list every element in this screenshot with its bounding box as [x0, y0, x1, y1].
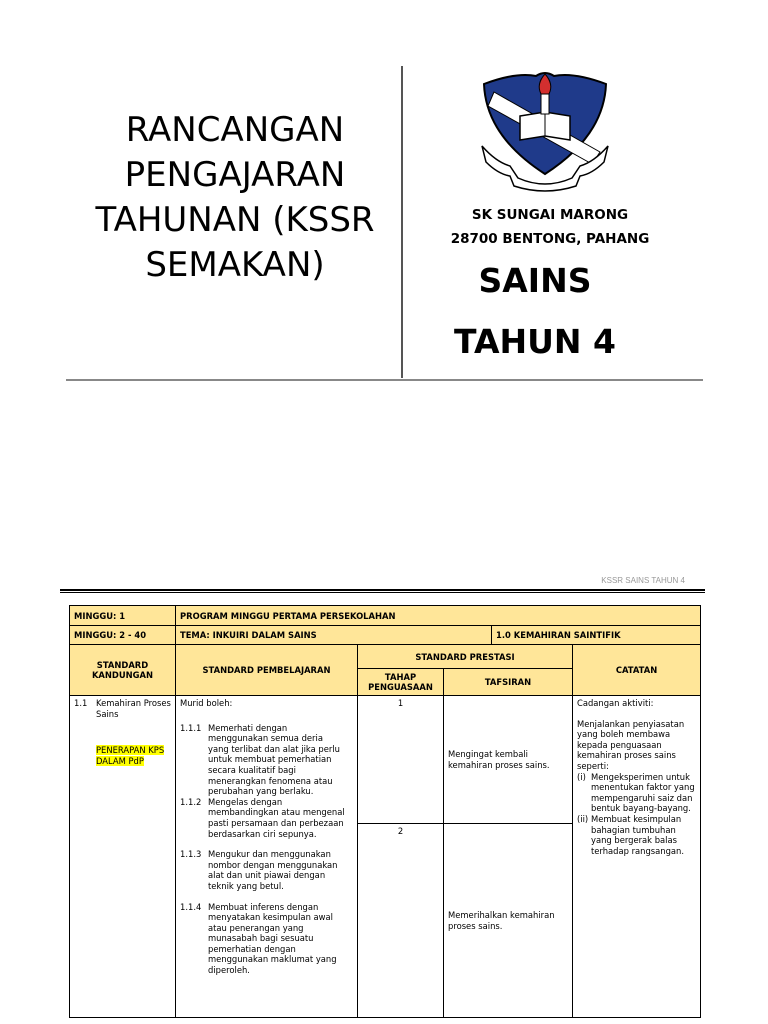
- sp-item-number: 1.1.3: [180, 849, 202, 860]
- col-standard-kandungan: STANDARD KANDUNGAN: [70, 645, 176, 696]
- school-crest-icon: [476, 66, 614, 192]
- catatan-item-number: (ii): [577, 813, 589, 824]
- sp-item-number: 1.1.2: [180, 796, 202, 807]
- cover-title: [70, 108, 400, 288]
- catatan-item: [577, 772, 696, 814]
- catatan-intro: Menjalankan penyiasatan yang boleh membawa kepada penguasaan kemahiran proses sains seperti:: [577, 718, 685, 771]
- col-tafsiran: TAFSIRAN: [444, 669, 573, 696]
- sp-item-number: 1.1.1: [180, 722, 202, 733]
- catatan-item: [577, 814, 696, 856]
- sp-item: [180, 849, 353, 891]
- level-number: 2: [358, 824, 444, 1018]
- col-tahap: TAHAP PENGUASAAN: [358, 669, 444, 696]
- cover-title-line: SEMAKAN): [145, 245, 325, 285]
- col-catatan: CATATAN: [573, 645, 701, 696]
- col-standard-prestasi: STANDARD PRESTASI: [358, 645, 573, 669]
- standard-pembelajaran-cell: [176, 696, 358, 1018]
- sp-intro: Murid boleh:: [180, 698, 233, 708]
- cover-title-line: RANCANGAN: [125, 110, 345, 150]
- header-rule: [60, 592, 705, 593]
- sp-item-text: Memerhati dengan menggunakan semua deria yang terlibat dan alat jika perlu untuk membuat pemerhatian secara kualitatif bagi menerangkan fenomena atau perubahan yang berlaku.: [208, 722, 340, 797]
- level-description: Mengingat kembali kemahiran proses sains.: [444, 696, 573, 824]
- catatan-item-text: Membuat kesimpulan bahagian tumbuhan yang bergerak balas terhadap rangsangan.: [591, 813, 685, 856]
- col-standard-pembelajaran: STANDARD PEMBELAJARAN: [176, 645, 358, 696]
- sk-highlight-note: PENERAPAN KPS DALAM PdP: [96, 745, 165, 766]
- sp-item-number: 1.1.4: [180, 901, 202, 912]
- sp-item: [180, 797, 353, 839]
- catatan-item-number: (i): [577, 771, 586, 782]
- catatan-heading: Cadangan aktiviti:: [577, 698, 654, 708]
- theme-label: TEMA: INKUIRI DALAM SAINS: [176, 626, 492, 645]
- page-header-label: KSSR SAINS TAHUN 4: [601, 576, 685, 585]
- sp-item-text: Mengukur dan menggunakan nombor dengan menggunakan alat dan unit piawai dengan teknik yang betul.: [208, 849, 338, 891]
- sk-title: Kemahiran Proses Sains: [96, 698, 171, 719]
- subject-title: SAINS: [478, 261, 592, 300]
- cover-horizontal-divider: [66, 379, 703, 381]
- school-address: 28700 BENTONG, PAHANG: [450, 231, 650, 247]
- year-title: TAHUN 4: [454, 322, 616, 361]
- cover-vertical-divider: [401, 66, 403, 378]
- sp-item-text: Membuat inferens dengan menyatakan kesimpulan awal atau penerangan yang munasabah bagi sesuatu pemerhatian dengan menggunakan maklumat yang diperoleh.: [208, 901, 337, 976]
- level-description: Memerihalkan kemahiran proses sains.: [444, 824, 573, 1018]
- catatan-cell: [573, 696, 701, 1018]
- week-1-label: MINGGU: 1: [70, 606, 176, 626]
- sk-number: 1.1: [74, 698, 88, 708]
- cover-title-line: PENGAJARAN: [124, 155, 346, 195]
- level-number: 1: [358, 696, 444, 824]
- standard-kandungan-cell: [70, 696, 176, 1018]
- catatan-item-text: Mengeksperimen untuk menentukan faktor yang mempengaruhi saiz dan bentuk bayang-bayang.: [591, 771, 695, 814]
- unit-label: 1.0 KEMAHIRAN SAINTIFIK: [492, 626, 701, 645]
- week-2-label: MINGGU: 2 - 40: [70, 626, 176, 645]
- header-rule: [60, 589, 705, 591]
- week-1-program: PROGRAM MINGGU PERTAMA PERSEKOLAHAN: [176, 606, 701, 626]
- sp-item: [180, 902, 353, 976]
- sp-item-text: Mengelas dengan membandingkan atau mengenal pasti persamaan dan perbezaan berdasarkan ciri sepunya.: [208, 796, 345, 839]
- sp-item: [180, 723, 353, 797]
- lesson-plan-table: [69, 605, 701, 1018]
- school-name: SK SUNGAI MARONG: [471, 207, 629, 223]
- cover-title-line: TAHUNAN (KSSR: [95, 200, 375, 240]
